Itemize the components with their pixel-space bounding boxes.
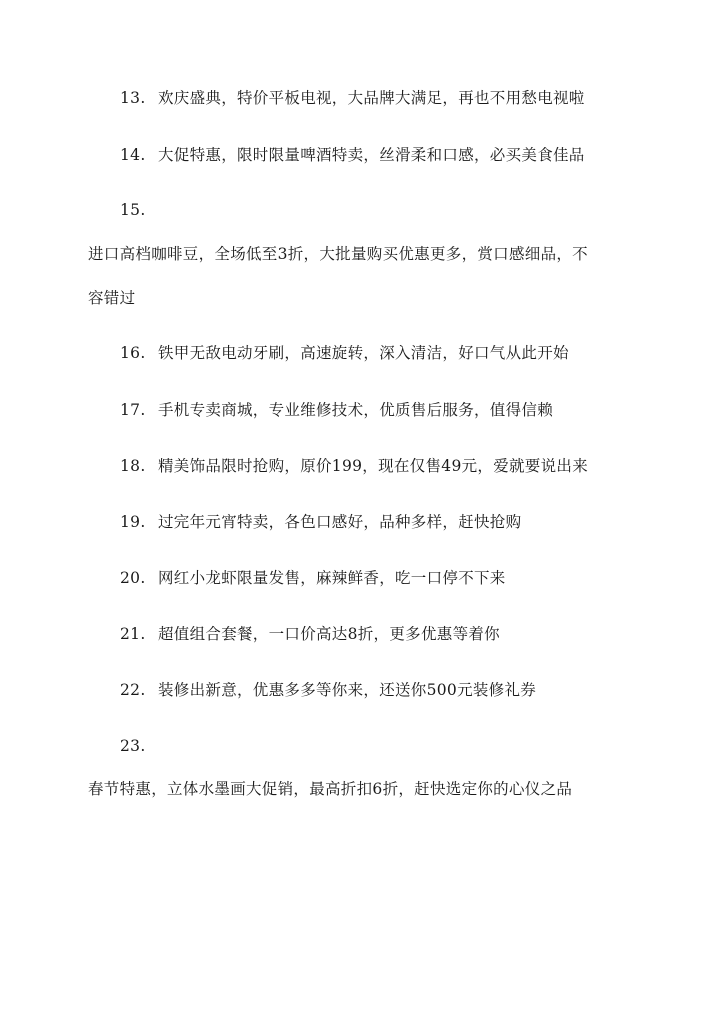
list-item	[120, 343, 569, 363]
item-text: 精美饰品限时抢购，原价199，现在仅售49元，爱就要说出来	[158, 457, 589, 475]
item-number: 14.	[120, 146, 146, 164]
list-item	[120, 680, 536, 700]
list-item	[120, 145, 585, 165]
item-number: 16.	[120, 344, 146, 362]
item-number: 15.	[120, 201, 146, 219]
item-text: 网红小龙虾限量发售，麻辣鲜香，吃一口停不下来	[158, 569, 506, 587]
list-item	[120, 624, 500, 644]
item-number: 20.	[120, 569, 146, 587]
item-text: 超值组合套餐，一口价高达8折，更多优惠等着你	[158, 625, 500, 643]
item-number: 18.	[120, 457, 146, 475]
item-number: 21.	[120, 625, 146, 643]
item-text: 大促特惠，限时限量啤酒特卖，丝滑柔和口感，必买美食佳品	[158, 146, 585, 164]
item-number: 23.	[120, 737, 146, 755]
item-number: 17.	[120, 401, 146, 419]
item-number: 22.	[120, 681, 146, 699]
list-item-text-continuation	[88, 244, 588, 264]
item-text: 容错过	[88, 289, 136, 307]
list-item	[120, 400, 553, 420]
item-number: 13.	[120, 89, 146, 107]
item-number: 19.	[120, 513, 146, 531]
list-item-number-only	[120, 200, 158, 220]
list-item	[120, 512, 521, 532]
list-item	[120, 456, 588, 476]
list-item	[120, 568, 506, 588]
item-text: 进口高档咖啡豆，全场低至3折，大批量购买优惠更多，赏口感细品，不	[88, 245, 588, 263]
list-item-text-continuation	[88, 779, 572, 799]
item-text: 过完年元宵特卖，各色口感好，品种多样，赶快抢购	[158, 513, 522, 531]
item-text: 欢庆盛典，特价平板电视，大品牌大满足，再也不用愁电视啦	[158, 89, 585, 107]
list-item	[120, 88, 585, 108]
item-text: 春节特惠，立体水墨画大促销，最高折扣6折，赶快选定你的心仪之品	[88, 780, 573, 798]
item-text: 装修出新意，优惠多多等你来，还送你500元装修礼券	[158, 681, 537, 699]
item-text: 铁甲无敌电动牙刷，高速旋转，深入清洁，好口气从此开始	[158, 344, 569, 362]
list-item-text-continuation	[88, 288, 135, 308]
list-item-number-only	[120, 736, 158, 756]
item-text: 手机专卖商城，专业维修技术，优质售后服务，值得信赖	[158, 401, 554, 419]
